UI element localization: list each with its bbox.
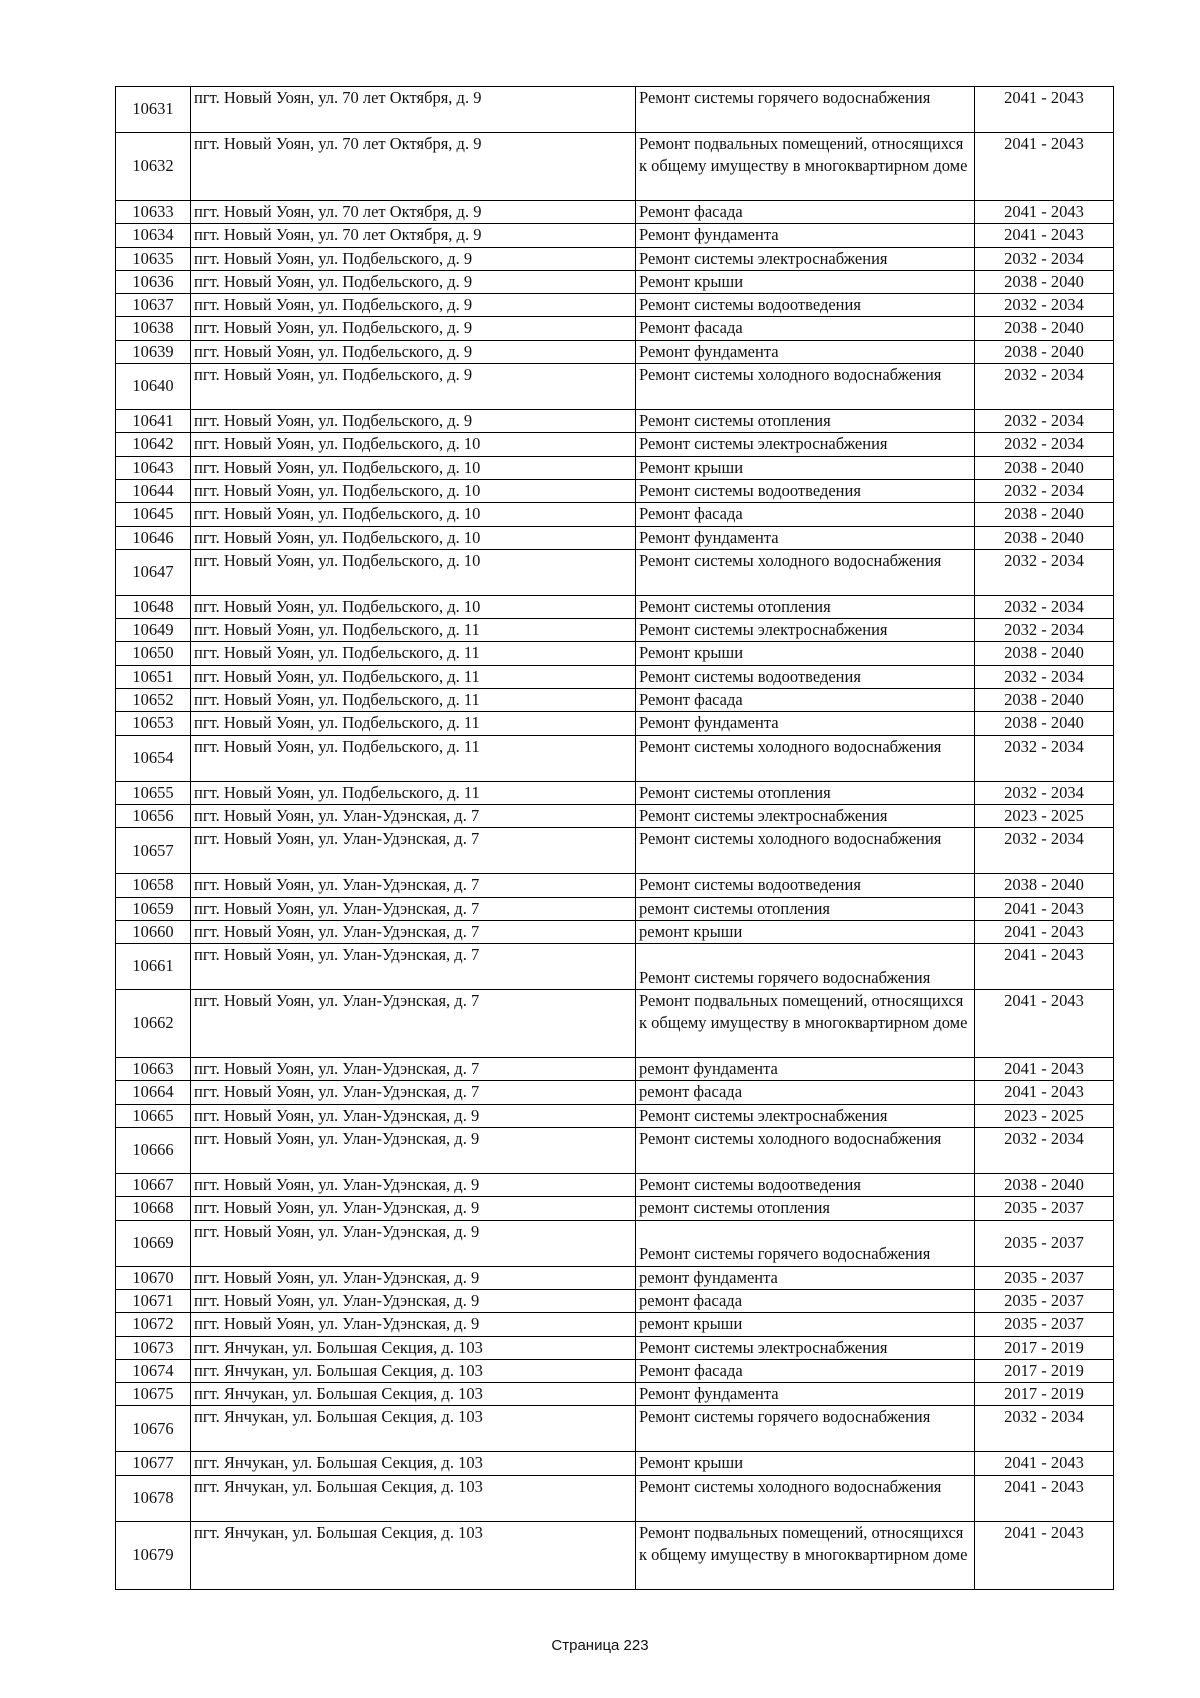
row-number-cell: 10656 (116, 804, 191, 827)
address-cell: пгт. Новый Уоян, ул. Подбельского, д. 10 (191, 526, 636, 549)
years-cell: 2041 - 2043 (975, 897, 1114, 920)
table-row (116, 1058, 1114, 1081)
row-number-cell: 10632 (116, 133, 191, 201)
address-cell: пгт. Новый Уоян, ул. Улан-Удэнская, д. 9 (191, 1220, 636, 1266)
table-body (116, 87, 1114, 1590)
work-type-cell: Ремонт системы горячего водоснабжения (636, 944, 975, 990)
address-cell: пгт. Новый Уоян, ул. 70 лет Октября, д. 9 (191, 133, 636, 201)
work-type-cell: Ремонт подвальных помещений, относящихся к общему имуществу в многоквартирном доме (636, 990, 975, 1058)
work-type-cell: Ремонт системы холодного водоснабжения (636, 1128, 975, 1174)
row-number-cell: 10636 (116, 270, 191, 293)
years-cell: 2038 - 2040 (975, 712, 1114, 735)
row-number-cell: 10643 (116, 456, 191, 479)
years-cell: 2032 - 2034 (975, 781, 1114, 804)
years-cell: 2041 - 2043 (975, 1475, 1114, 1521)
table-row (116, 897, 1114, 920)
address-cell: пгт. Новый Уоян, ул. Улан-Удэнская, д. 9 (191, 1266, 636, 1289)
table-row (116, 1220, 1114, 1266)
work-type-cell: Ремонт фасада (636, 689, 975, 712)
years-cell: 2035 - 2037 (975, 1289, 1114, 1312)
years-cell: 2035 - 2037 (975, 1220, 1114, 1266)
row-number-cell: 10634 (116, 224, 191, 247)
table-row (116, 619, 1114, 642)
row-number-cell: 10642 (116, 433, 191, 456)
work-type-cell: Ремонт фундамента (636, 526, 975, 549)
row-number-cell: 10641 (116, 410, 191, 433)
row-number-cell: 10635 (116, 247, 191, 270)
row-number-cell: 10674 (116, 1359, 191, 1382)
work-type-cell: Ремонт системы холодного водоснабжения (636, 828, 975, 874)
work-type-cell: Ремонт системы водоотведения (636, 665, 975, 688)
table-row (116, 1313, 1114, 1336)
years-cell: 2017 - 2019 (975, 1359, 1114, 1382)
years-cell: 2038 - 2040 (975, 874, 1114, 897)
address-cell: пгт. Новый Уоян, ул. Подбельского, д. 10 (191, 595, 636, 618)
years-cell: 2035 - 2037 (975, 1313, 1114, 1336)
work-type-cell: ремонт фасада (636, 1081, 975, 1104)
address-cell: пгт. Янчукан, ул. Большая Секция, д. 103 (191, 1336, 636, 1359)
years-cell: 2017 - 2019 (975, 1383, 1114, 1406)
address-cell: пгт. Янчукан, ул. Большая Секция, д. 103 (191, 1521, 636, 1589)
address-cell: пгт. Новый Уоян, ул. 70 лет Октября, д. 9 (191, 87, 636, 133)
years-cell: 2038 - 2040 (975, 689, 1114, 712)
years-cell: 2032 - 2034 (975, 735, 1114, 781)
table-row (116, 1174, 1114, 1197)
years-cell: 2041 - 2043 (975, 1452, 1114, 1475)
row-number-cell: 10659 (116, 897, 191, 920)
work-type-cell: Ремонт системы горячего водоснабжения (636, 1406, 975, 1452)
table-row (116, 1406, 1114, 1452)
table-row (116, 201, 1114, 224)
row-number-cell: 10668 (116, 1197, 191, 1220)
table-row (116, 990, 1114, 1058)
years-cell: 2041 - 2043 (975, 944, 1114, 990)
work-type-cell: Ремонт фундамента (636, 340, 975, 363)
address-cell: пгт. Янчукан, ул. Большая Секция, д. 103 (191, 1359, 636, 1382)
years-cell: 2038 - 2040 (975, 526, 1114, 549)
work-type-cell: Ремонт системы отопления (636, 410, 975, 433)
work-type-cell: ремонт крыши (636, 920, 975, 943)
row-number-cell: 10673 (116, 1336, 191, 1359)
address-cell: пгт. Новый Уоян, ул. Подбельского, д. 11 (191, 665, 636, 688)
table-row (116, 828, 1114, 874)
row-number-cell: 10663 (116, 1058, 191, 1081)
row-number-cell: 10631 (116, 87, 191, 133)
row-number-cell: 10671 (116, 1289, 191, 1312)
address-cell: пгт. Новый Уоян, ул. Улан-Удэнская, д. 9 (191, 1104, 636, 1127)
table-row (116, 270, 1114, 293)
row-number-cell: 10640 (116, 364, 191, 410)
work-type-cell: Ремонт фасада (636, 503, 975, 526)
address-cell: пгт. Новый Уоян, ул. Улан-Удэнская, д. 7 (191, 1058, 636, 1081)
table-row (116, 503, 1114, 526)
address-cell: пгт. Новый Уоян, ул. Подбельского, д. 10 (191, 479, 636, 502)
address-cell: пгт. Новый Уоян, ул. Подбельского, д. 9 (191, 247, 636, 270)
row-number-cell: 10654 (116, 735, 191, 781)
address-cell: пгт. Новый Уоян, ул. Подбельского, д. 9 (191, 270, 636, 293)
address-cell: пгт. Новый Уоян, ул. Улан-Удэнская, д. 7 (191, 874, 636, 897)
table-row (116, 247, 1114, 270)
row-number-cell: 10652 (116, 689, 191, 712)
table-row (116, 133, 1114, 201)
row-number-cell: 10670 (116, 1266, 191, 1289)
years-cell: 2038 - 2040 (975, 503, 1114, 526)
years-cell: 2032 - 2034 (975, 1406, 1114, 1452)
table-row (116, 224, 1114, 247)
address-cell: пгт. Янчукан, ул. Большая Секция, д. 103 (191, 1383, 636, 1406)
table-row (116, 1475, 1114, 1521)
row-number-cell: 10650 (116, 642, 191, 665)
address-cell: пгт. Новый Уоян, ул. Подбельского, д. 9 (191, 410, 636, 433)
work-type-cell: ремонт фасада (636, 1289, 975, 1312)
row-number-cell: 10665 (116, 1104, 191, 1127)
address-cell: пгт. Новый Уоян, ул. Подбельского, д. 9 (191, 317, 636, 340)
years-cell: 2023 - 2025 (975, 1104, 1114, 1127)
address-cell: пгт. Янчукан, ул. Большая Секция, д. 103 (191, 1452, 636, 1475)
work-type-cell: Ремонт системы горячего водоснабжения (636, 87, 975, 133)
repair-schedule-table (115, 86, 1114, 1590)
years-cell: 2017 - 2019 (975, 1336, 1114, 1359)
work-type-cell: Ремонт системы электроснабжения (636, 1336, 975, 1359)
row-number-cell: 10669 (116, 1220, 191, 1266)
address-cell: пгт. Новый Уоян, ул. Подбельского, д. 11 (191, 712, 636, 735)
address-cell: пгт. Новый Уоян, ул. Улан-Удэнская, д. 7 (191, 944, 636, 990)
table-row (116, 1128, 1114, 1174)
work-type-cell: Ремонт системы отопления (636, 781, 975, 804)
years-cell: 2041 - 2043 (975, 201, 1114, 224)
work-type-cell: Ремонт системы водоотведения (636, 294, 975, 317)
years-cell: 2041 - 2043 (975, 1058, 1114, 1081)
address-cell: пгт. Новый Уоян, ул. Подбельского, д. 9 (191, 364, 636, 410)
years-cell: 2041 - 2043 (975, 920, 1114, 943)
table-row (116, 1383, 1114, 1406)
years-cell: 2032 - 2034 (975, 294, 1114, 317)
work-type-cell: ремонт системы отопления (636, 897, 975, 920)
table-row (116, 549, 1114, 595)
years-cell: 2032 - 2034 (975, 619, 1114, 642)
years-cell: 2035 - 2037 (975, 1197, 1114, 1220)
address-cell: пгт. Янчукан, ул. Большая Секция, д. 103 (191, 1406, 636, 1452)
work-type-cell: ремонт фундамента (636, 1266, 975, 1289)
years-cell: 2035 - 2037 (975, 1266, 1114, 1289)
years-cell: 2041 - 2043 (975, 990, 1114, 1058)
work-type-cell: Ремонт системы электроснабжения (636, 804, 975, 827)
years-cell: 2038 - 2040 (975, 1174, 1114, 1197)
address-cell: пгт. Новый Уоян, ул. 70 лет Октября, д. 9 (191, 224, 636, 247)
work-type-cell: Ремонт фасада (636, 201, 975, 224)
years-cell: 2041 - 2043 (975, 133, 1114, 201)
table-row (116, 595, 1114, 618)
table-row (116, 1359, 1114, 1382)
address-cell: пгт. Новый Уоян, ул. Улан-Удэнская, д. 9 (191, 1174, 636, 1197)
address-cell: пгт. Новый Уоян, ул. Улан-Удэнская, д. 7 (191, 1081, 636, 1104)
years-cell: 2032 - 2034 (975, 410, 1114, 433)
table-row (116, 665, 1114, 688)
years-cell: 2038 - 2040 (975, 340, 1114, 363)
table-row (116, 1104, 1114, 1127)
work-type-cell: Ремонт системы водоотведения (636, 874, 975, 897)
address-cell: пгт. Новый Уоян, ул. Улан-Удэнская, д. 7 (191, 897, 636, 920)
work-type-cell: Ремонт крыши (636, 642, 975, 665)
table-row (116, 1452, 1114, 1475)
row-number-cell: 10653 (116, 712, 191, 735)
row-number-cell: 10679 (116, 1521, 191, 1589)
years-cell: 2032 - 2034 (975, 364, 1114, 410)
address-cell: пгт. Новый Уоян, ул. Улан-Удэнская, д. 9 (191, 1313, 636, 1336)
row-number-cell: 10649 (116, 619, 191, 642)
work-type-cell: Ремонт системы электроснабжения (636, 433, 975, 456)
row-number-cell: 10666 (116, 1128, 191, 1174)
table-row (116, 340, 1114, 363)
work-type-cell: Ремонт системы электроснабжения (636, 1104, 975, 1127)
address-cell: пгт. Новый Уоян, ул. Подбельского, д. 10 (191, 456, 636, 479)
address-cell: пгт. Новый Уоян, ул. Подбельского, д. 10 (191, 433, 636, 456)
row-number-cell: 10638 (116, 317, 191, 340)
table-row (116, 1289, 1114, 1312)
years-cell: 2032 - 2034 (975, 1128, 1114, 1174)
address-cell: пгт. Новый Уоян, ул. Улан-Удэнская, д. 7 (191, 804, 636, 827)
table-row (116, 689, 1114, 712)
work-type-cell: ремонт фундамента (636, 1058, 975, 1081)
table-row (116, 920, 1114, 943)
table-row (116, 804, 1114, 827)
years-cell: 2038 - 2040 (975, 317, 1114, 340)
row-number-cell: 10633 (116, 201, 191, 224)
table-row (116, 479, 1114, 502)
row-number-cell: 10655 (116, 781, 191, 804)
table-row (116, 456, 1114, 479)
row-number-cell: 10662 (116, 990, 191, 1058)
work-type-cell: Ремонт подвальных помещений, относящихся к общему имуществу в многоквартирном доме (636, 1521, 975, 1589)
address-cell: пгт. Новый Уоян, ул. Улан-Удэнская, д. 9 (191, 1197, 636, 1220)
row-number-cell: 10664 (116, 1081, 191, 1104)
row-number-cell: 10675 (116, 1383, 191, 1406)
work-type-cell: Ремонт крыши (636, 270, 975, 293)
years-cell: 2041 - 2043 (975, 1521, 1114, 1589)
table-row (116, 1081, 1114, 1104)
table-row (116, 1266, 1114, 1289)
years-cell: 2038 - 2040 (975, 642, 1114, 665)
work-type-cell: Ремонт подвальных помещений, относящихся к общему имуществу в многоквартирном доме (636, 133, 975, 201)
table-row (116, 642, 1114, 665)
row-number-cell: 10678 (116, 1475, 191, 1521)
years-cell: 2038 - 2040 (975, 270, 1114, 293)
page-number: Страница 223 (551, 1637, 649, 1654)
work-type-cell: Ремонт системы холодного водоснабжения (636, 735, 975, 781)
address-cell: пгт. Новый Уоян, ул. Подбельского, д. 11 (191, 619, 636, 642)
table-row (116, 433, 1114, 456)
row-number-cell: 10672 (116, 1313, 191, 1336)
row-number-cell: 10648 (116, 595, 191, 618)
table-row (116, 781, 1114, 804)
table-row (116, 1521, 1114, 1589)
work-type-cell: Ремонт фундамента (636, 1383, 975, 1406)
address-cell: пгт. Новый Уоян, ул. Подбельского, д. 11 (191, 735, 636, 781)
address-cell: пгт. Новый Уоян, ул. Подбельского, д. 10 (191, 549, 636, 595)
work-type-cell: Ремонт системы электроснабжения (636, 247, 975, 270)
table-row (116, 87, 1114, 133)
table-row (116, 317, 1114, 340)
table-row (116, 410, 1114, 433)
table-row (116, 1336, 1114, 1359)
work-type-cell: ремонт системы отопления (636, 1197, 975, 1220)
years-cell: 2041 - 2043 (975, 1081, 1114, 1104)
row-number-cell: 10639 (116, 340, 191, 363)
years-cell: 2032 - 2034 (975, 665, 1114, 688)
address-cell: пгт. Новый Уоян, ул. Подбельского, д. 11 (191, 689, 636, 712)
work-type-cell: ремонт крыши (636, 1313, 975, 1336)
work-type-cell: Ремонт крыши (636, 456, 975, 479)
row-number-cell: 10660 (116, 920, 191, 943)
work-type-cell: Ремонт фасада (636, 317, 975, 340)
years-cell: 2038 - 2040 (975, 456, 1114, 479)
row-number-cell: 10637 (116, 294, 191, 317)
work-type-cell: Ремонт фундамента (636, 224, 975, 247)
row-number-cell: 10657 (116, 828, 191, 874)
years-cell: 2032 - 2034 (975, 595, 1114, 618)
years-cell: 2032 - 2034 (975, 433, 1114, 456)
years-cell: 2032 - 2034 (975, 247, 1114, 270)
table-row (116, 294, 1114, 317)
row-number-cell: 10677 (116, 1452, 191, 1475)
row-number-cell: 10658 (116, 874, 191, 897)
address-cell: пгт. Новый Уоян, ул. Подбельского, д. 11 (191, 642, 636, 665)
work-type-cell: Ремонт системы водоотведения (636, 1174, 975, 1197)
work-type-cell: Ремонт фасада (636, 1359, 975, 1382)
work-type-cell: Ремонт фундамента (636, 712, 975, 735)
years-cell: 2032 - 2034 (975, 828, 1114, 874)
row-number-cell: 10646 (116, 526, 191, 549)
row-number-cell: 10644 (116, 479, 191, 502)
work-type-cell: Ремонт системы холодного водоснабжения (636, 549, 975, 595)
table-row (116, 735, 1114, 781)
table-row (116, 712, 1114, 735)
row-number-cell: 10667 (116, 1174, 191, 1197)
years-cell: 2032 - 2034 (975, 479, 1114, 502)
address-cell: пгт. Новый Уоян, ул. Подбельского, д. 9 (191, 294, 636, 317)
row-number-cell: 10651 (116, 665, 191, 688)
table-row (116, 526, 1114, 549)
row-number-cell: 10676 (116, 1406, 191, 1452)
table-row (116, 944, 1114, 990)
table-row (116, 364, 1114, 410)
work-type-cell: Ремонт системы холодного водоснабжения (636, 364, 975, 410)
work-type-cell: Ремонт системы электроснабжения (636, 619, 975, 642)
years-cell: 2023 - 2025 (975, 804, 1114, 827)
years-cell: 2041 - 2043 (975, 87, 1114, 133)
address-cell: пгт. Новый Уоян, ул. Подбельского, д. 11 (191, 781, 636, 804)
address-cell: пгт. Новый Уоян, ул. Улан-Удэнская, д. 9 (191, 1289, 636, 1312)
address-cell: пгт. Новый Уоян, ул. 70 лет Октября, д. 9 (191, 201, 636, 224)
years-cell: 2032 - 2034 (975, 549, 1114, 595)
table-row (116, 874, 1114, 897)
address-cell: пгт. Новый Уоян, ул. Улан-Удэнская, д. 9 (191, 1128, 636, 1174)
row-number-cell: 10645 (116, 503, 191, 526)
address-cell: пгт. Новый Уоян, ул. Улан-Удэнская, д. 7 (191, 828, 636, 874)
address-cell: пгт. Новый Уоян, ул. Улан-Удэнская, д. 7 (191, 920, 636, 943)
address-cell: пгт. Янчукан, ул. Большая Секция, д. 103 (191, 1475, 636, 1521)
work-type-cell: Ремонт системы отопления (636, 595, 975, 618)
address-cell: пгт. Новый Уоян, ул. Подбельского, д. 10 (191, 503, 636, 526)
row-number-cell: 10661 (116, 944, 191, 990)
years-cell: 2041 - 2043 (975, 224, 1114, 247)
table-row (116, 1197, 1114, 1220)
row-number-cell: 10647 (116, 549, 191, 595)
work-type-cell: Ремонт системы горячего водоснабжения (636, 1220, 975, 1266)
work-type-cell: Ремонт крыши (636, 1452, 975, 1475)
address-cell: пгт. Новый Уоян, ул. Подбельского, д. 9 (191, 340, 636, 363)
work-type-cell: Ремонт системы холодного водоснабжения (636, 1475, 975, 1521)
work-type-cell: Ремонт системы водоотведения (636, 479, 975, 502)
address-cell: пгт. Новый Уоян, ул. Улан-Удэнская, д. 7 (191, 990, 636, 1058)
